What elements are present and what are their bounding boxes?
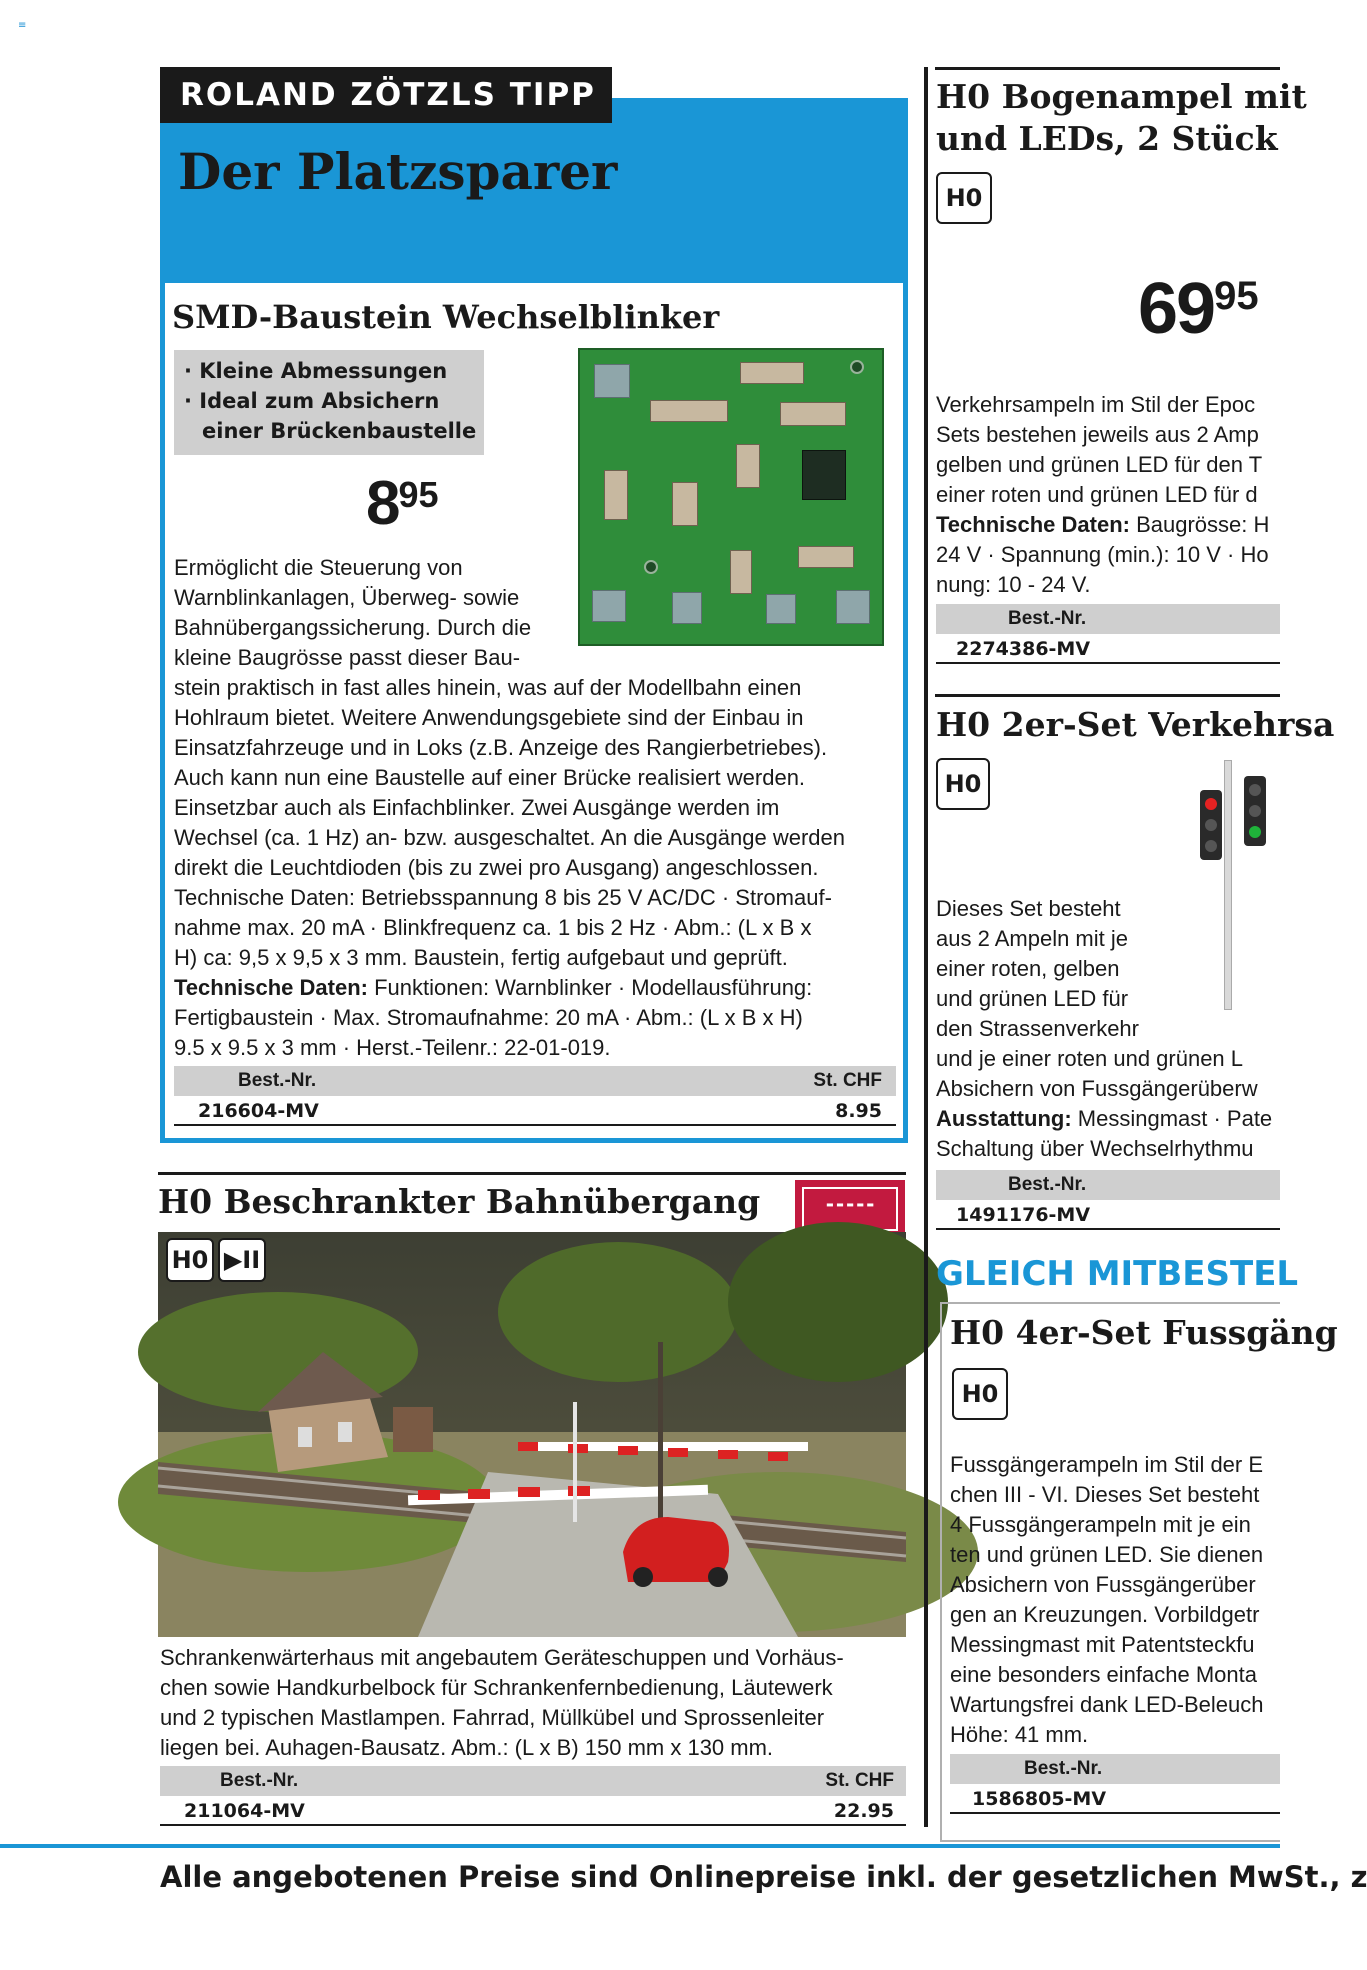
feature-text: Messingmast · Pate [1071, 1106, 1273, 1131]
auhagen-logo: ▬ ▬ ▬ ▬ ▬ [795, 1180, 905, 1238]
description-bahnuebergang [160, 1643, 910, 1763]
text-line: chen III - VI. Dieses Set besteht [950, 1482, 1260, 1507]
order-label: Best.-Nr. [1008, 1174, 1087, 1195]
text-line: direkt die Leuchtdioden (bis zu zwei pro Ausgang) angeschlossen. [174, 855, 819, 880]
price-bogenampel [1138, 268, 1259, 350]
description-smd [174, 673, 899, 1063]
bahnuebergang-photo [158, 1232, 906, 1637]
text-line: eine besonders einfache Monta [950, 1662, 1257, 1687]
order-row-smd [174, 1096, 896, 1126]
order-row-fussgaengerampel [950, 1784, 1280, 1814]
scale-badge-h0: H0 [936, 758, 990, 810]
footer-divider [0, 1844, 1280, 1848]
text-line: und grünen LED für [936, 986, 1129, 1011]
text-line: Höhe: 41 mm. [950, 1722, 1089, 1747]
bahnuebergang-illustration [158, 1232, 906, 1637]
scale-badge-h0: H0 [936, 172, 992, 224]
tipp-tag: ROLAND ZÖTZLS TIPP [160, 67, 612, 123]
product-title-verkehrsampel: H0 2er-Set Verkehrsa [936, 705, 1335, 744]
description-fussgaengerampel [950, 1450, 1280, 1750]
description-smd-intro [174, 553, 531, 673]
text-line: Einsetzbar auch als Einfachblinker. Zwei Ausgänge werden im [174, 795, 780, 820]
tech-data-line [174, 973, 899, 1003]
column-divider [924, 67, 928, 1827]
text-line: Hohlraum bietet. Weitere Anwendungsgebiete sind der Einbau in [174, 705, 804, 730]
order-label: Best.-Nr. [1024, 1758, 1103, 1779]
feature-box [174, 350, 484, 455]
text-line: stein praktisch in fast alles hinein, was auf der Modellbahn einen [174, 675, 802, 700]
text-line: 4 Fussgängerampeln mit je ein [950, 1512, 1251, 1537]
scale-badge-h0: H0 [166, 1238, 214, 1282]
text-line: Messingmast mit Patentsteckfu [950, 1632, 1255, 1657]
order-number[interactable]: 216604-MV [198, 1100, 319, 1122]
tech-label: Technische Daten: [174, 975, 368, 1000]
text-line: Schaltung über Wechselrhythmu [936, 1136, 1254, 1161]
text-line: Einsatzfahrzeuge und in Loks (z.B. Anzeige des Rangierbetriebes). [174, 735, 828, 760]
section-divider [158, 1172, 906, 1175]
menu-mark: ≡ [18, 20, 27, 31]
order-row-verkehrsampel [936, 1200, 1280, 1230]
text-line: den Strassenverkehr [936, 1016, 1139, 1041]
text-line: Fertigbaustein · Max. Stromaufnahme: 20 mA · Abm.: (L x B x H) [174, 1005, 803, 1030]
text-line: einer roten, gelben [936, 956, 1120, 981]
text-line: 9.5 x 9.5 x 3 mm · Herst.-Teilenr.: 22-01-019. [174, 1035, 611, 1060]
text-line: gen an Kreuzungen. Vorbildgetr [950, 1602, 1260, 1627]
order-row-bahnuebergang [160, 1796, 906, 1826]
title-line: und LEDs, 2 Stück [936, 119, 1278, 158]
feature-item: einer Brückenbaustelle [202, 419, 477, 443]
tech-label: Technische Daten: [936, 512, 1130, 537]
tipp-title: Der Platzsparer [178, 142, 618, 201]
description-bogenampel [936, 390, 1280, 600]
tech-text: Funktionen: Warnblinker · Modellausführung: [367, 975, 813, 1000]
order-number[interactable]: 211064-MV [184, 1800, 305, 1822]
text-line: liegen bei. Auhagen-Bausatz. Abm.: (L x B) 150 mm x 130 mm. [160, 1735, 774, 1760]
text-line: Fussgängerampeln im Stil der E [950, 1452, 1264, 1477]
text-line: Bahnübergangssicherung. Durch die [174, 615, 532, 640]
order-number[interactable]: 1491176-MV [956, 1204, 1091, 1226]
text-line: Wartungsfrei dank LED-Beleuch [950, 1692, 1264, 1717]
text-line: Absichern von Fussgängerüber [950, 1572, 1256, 1597]
section-divider [935, 67, 1280, 70]
tech-data-line [936, 510, 1280, 540]
text-line: Dieses Set besteht [936, 896, 1121, 921]
text-line: Absichern von Fussgängerüberw [936, 1076, 1258, 1101]
order-price: 22.95 [833, 1800, 894, 1822]
section-heading-gleich-mitbestellen: GLEICH MITBESTEL [936, 1254, 1299, 1294]
price-main: 8 [366, 469, 399, 538]
traffic-light-icon [1244, 776, 1266, 846]
order-number[interactable]: 2274386-MV [956, 638, 1091, 660]
text-line: ten und grünen LED. Sie dienen [950, 1542, 1264, 1567]
text-line: chen sowie Handkurbelbock für Schrankenfernbedienung, Läutewerk [160, 1675, 833, 1700]
description-verkehrsampel [936, 894, 1280, 1164]
product-title-smd: SMD-Baustein Wechselblinker [172, 298, 720, 336]
footer-price-note: Alle angebotenen Preise sind Onlinepreise inkl. der gesetzlichen MwSt., z [160, 1860, 1367, 1894]
feature-item: · Ideal zum Absichern [184, 389, 440, 413]
text-line: H) ca: 9,5 x 9,5 x 3 mm. Baustein, fertig aufgebaut und geprüft. [174, 945, 788, 970]
price-cents: 95 [398, 474, 439, 515]
text-line: nung: 10 - 24 V. [936, 572, 1091, 597]
section-divider [935, 694, 1280, 697]
text-line: aus 2 Ampeln mit je [936, 926, 1128, 951]
text-line: Schrankenwärterhaus mit angebautem Geräteschuppen und Vorhäus- [160, 1645, 844, 1670]
order-price: 8.95 [835, 1100, 882, 1122]
product-title-bahnuebergang: H0 Beschrankter Bahnübergang [158, 1182, 761, 1221]
price-main: 69 [1138, 269, 1215, 349]
text-line: Wechsel (ca. 1 Hz) an- bzw. ausgeschaltet. An die Ausgänge werden [174, 825, 845, 850]
product-title-bogenampel [936, 76, 1307, 160]
traffic-light-icon [1200, 790, 1222, 860]
text-line: Warnblinkanlagen, Überweg- sowie [174, 585, 520, 610]
order-header-bogenampel [936, 604, 1280, 634]
text-line: und 2 typischen Mastlampen. Fahrrad, Müllkübel und Sprossenleiter [160, 1705, 825, 1730]
order-label: Best.-Nr. [220, 1770, 299, 1791]
text-line: und je einer roten und grünen L [936, 1046, 1244, 1071]
order-header-bahnuebergang [160, 1766, 906, 1796]
order-header-fussgaengerampel [950, 1754, 1280, 1784]
scale-badge-h0: H0 [952, 1368, 1008, 1420]
text-line: Sets bestehen jeweils aus 2 Amp [936, 422, 1259, 447]
title-line: H0 Bogenampel mit [936, 77, 1307, 116]
text-line: 24 V · Spannung (min.): 10 V · Ho [936, 542, 1269, 567]
price-label: St. CHF [813, 1070, 882, 1091]
text-line: einer roten und grünen LED für d [936, 482, 1258, 507]
text-line: kleine Baugrösse passt dieser Bau- [174, 645, 521, 670]
order-label: Best.-Nr. [1008, 608, 1087, 629]
order-label: Best.-Nr. [238, 1070, 317, 1091]
feature-line [936, 1104, 1280, 1134]
video-badge[interactable]: ▶II [218, 1238, 266, 1282]
tech-text: Baugrösse: H [1129, 512, 1270, 537]
order-header-smd [174, 1066, 896, 1096]
text-line: nahme max. 20 mA · Blinkfrequenz ca. 1 bis 2 Hz · Abm.: (L x B x [174, 915, 812, 940]
order-number[interactable]: 1586805-MV [972, 1788, 1107, 1810]
pcb-product-image [578, 348, 884, 646]
feature-label: Ausstattung: [936, 1106, 1072, 1131]
text-line: gelben und grünen LED für den T [936, 452, 1263, 477]
product-title-fussgaengerampel: H0 4er-Set Fussgäng [950, 1313, 1338, 1352]
text-line: Auch kann nun eine Baustelle auf einer Brücke realisiert werden. [174, 765, 806, 790]
text-line: Technische Daten: Betriebsspannung 8 bis 25 V AC/DC · Stromauf- [174, 885, 832, 910]
price-label: St. CHF [825, 1770, 894, 1791]
feature-item: · Kleine Abmessungen [184, 359, 448, 383]
order-header-verkehrsampel [936, 1170, 1280, 1200]
text-line: Ermöglicht die Steuerung von [174, 555, 463, 580]
order-row-bogenampel [936, 634, 1280, 664]
text-line: Verkehrsampeln im Stil der Epoc [936, 392, 1256, 417]
price-cents: 95 [1214, 274, 1259, 318]
price-smd [366, 468, 439, 539]
